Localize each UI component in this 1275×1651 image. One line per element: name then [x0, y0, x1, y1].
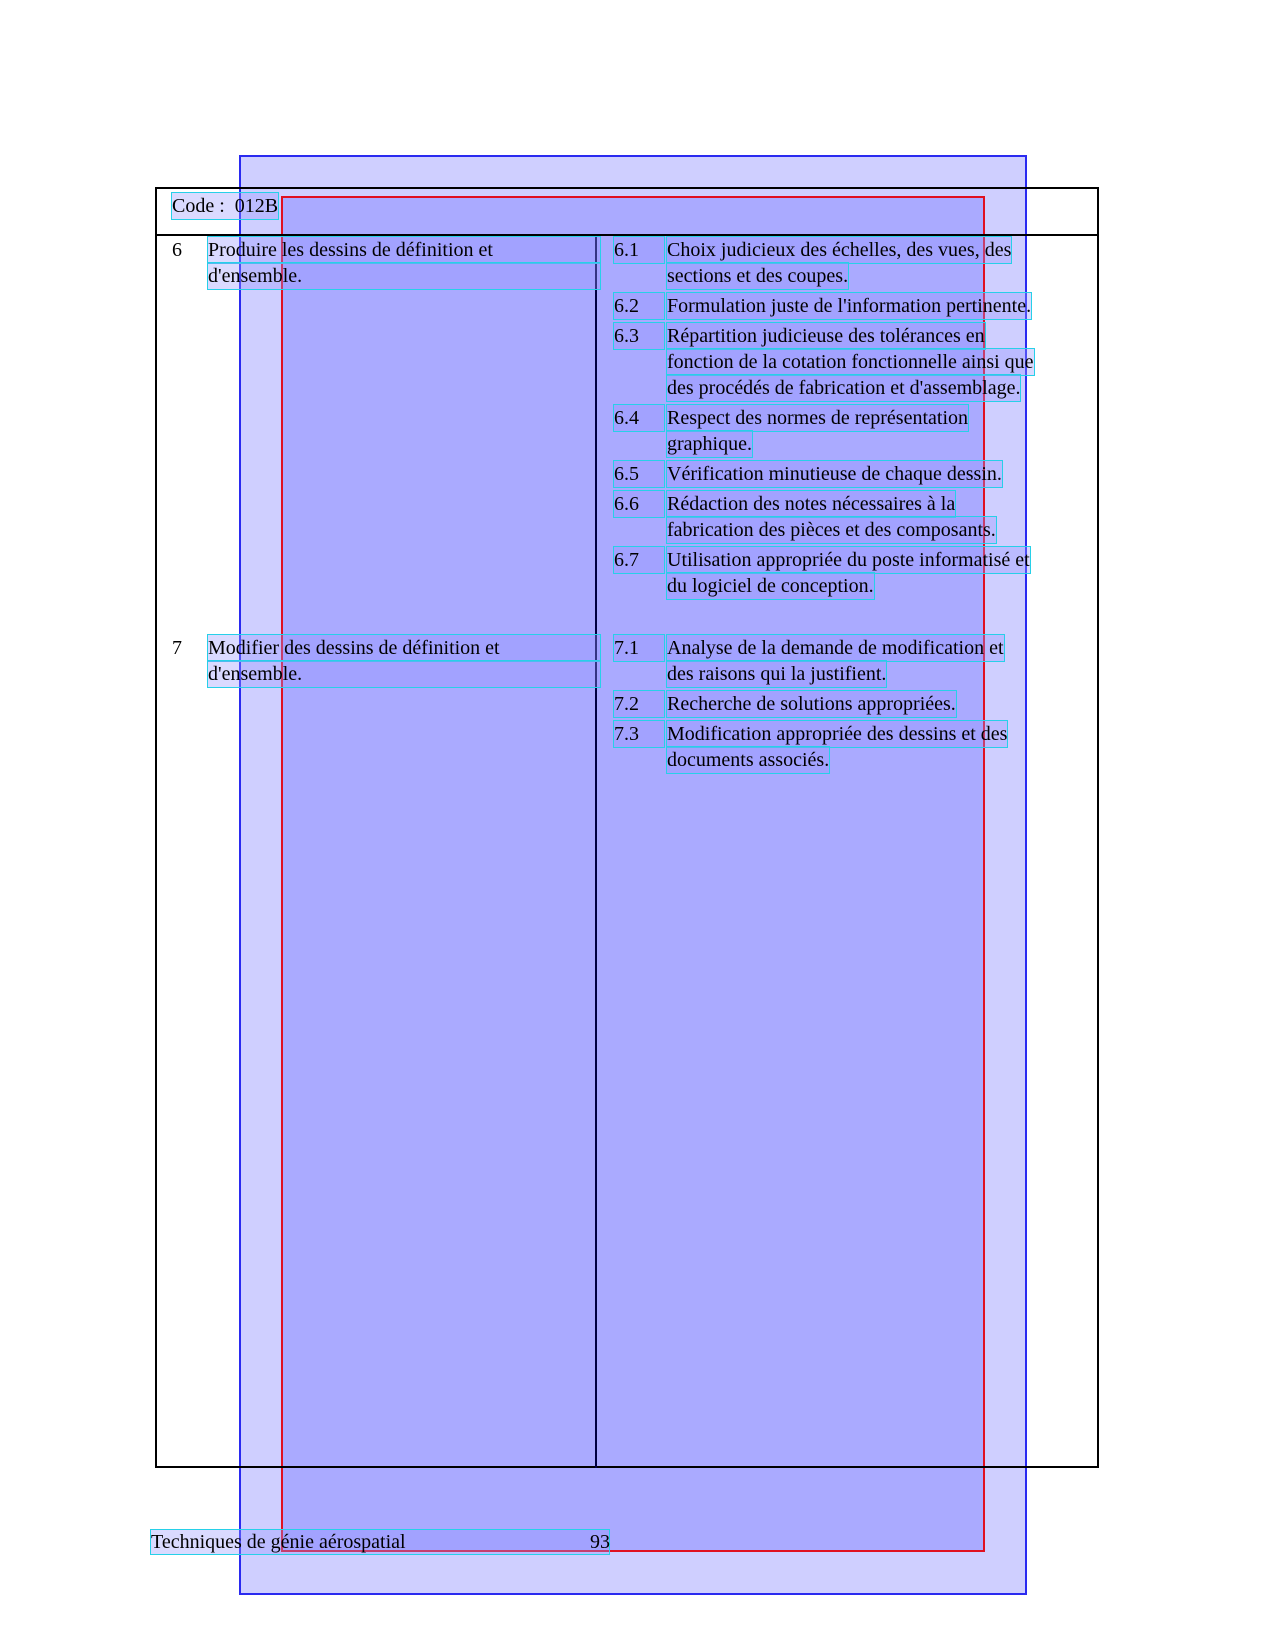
criterion-line: des procédés de fabrication et d'assemblage.: [667, 377, 1021, 399]
criterion-number: 6.5: [614, 461, 664, 487]
criterion-line: Utilisation appropriée du poste informatisé et: [667, 549, 1030, 571]
criterion-number: 6.7: [614, 547, 664, 573]
criterion-line: Formulation juste de l'information pertinente.: [667, 295, 1032, 317]
criterion-number: 7.2: [614, 691, 664, 717]
criterion-line: du logiciel de conception.: [667, 575, 874, 597]
code-label: Code :: [172, 195, 225, 217]
criterion-line: sections et des coupes.: [667, 265, 849, 287]
header-divider: [155, 234, 1099, 236]
criterion-line: fonction de la cotation fonctionnelle ainsi que: [667, 351, 1034, 373]
criterion-number: 6.1: [614, 237, 664, 263]
code-line: [172, 193, 278, 219]
footer-title: Techniques de génie aérospatial: [151, 1530, 609, 1554]
criterion-line: fabrication des pièces et des composants.: [667, 519, 996, 541]
criterion-line: des raisons qui la justifient.: [667, 663, 887, 685]
item-title-line: d'ensemble.: [208, 661, 600, 687]
criterion-line: graphique.: [667, 433, 752, 455]
criterion-number: 6.6: [614, 491, 664, 517]
criterion-line: Modification appropriée des dessins et des: [667, 723, 1008, 745]
criterion-line: Choix judicieux des échelles, des vues, des: [667, 239, 1012, 261]
criterion-line: Répartition judicieuse des tolérances en: [667, 325, 985, 347]
item-number: 6: [172, 239, 182, 261]
criterion-line: Analyse de la demande de modification et: [667, 637, 1004, 659]
criterion-number: 6.4: [614, 405, 664, 431]
criterion-line: Vérification minutieuse de chaque dessin.: [667, 463, 1002, 485]
criterion-number: 6.2: [614, 293, 664, 319]
criterion-line: Rédaction des notes nécessaires à la: [667, 493, 956, 515]
criterion-number: 6.3: [614, 323, 664, 349]
page-number: 93: [590, 1531, 610, 1553]
item-title-line: Produire les dessins de définition et: [208, 237, 600, 263]
item-number: 7: [172, 637, 182, 659]
criterion-line: Respect des normes de représentation: [667, 407, 969, 429]
item-title-line: Modifier des dessins de définition et: [208, 635, 600, 661]
criterion-number: 7.1: [614, 635, 664, 661]
item-title-line: d'ensemble.: [208, 263, 600, 289]
criterion-line: documents associés.: [667, 749, 830, 771]
criterion-line: Recherche de solutions appropriées.: [667, 693, 956, 715]
code-value: 012B: [234, 195, 279, 217]
criterion-number: 7.3: [614, 721, 664, 747]
column-divider: [595, 236, 597, 1468]
